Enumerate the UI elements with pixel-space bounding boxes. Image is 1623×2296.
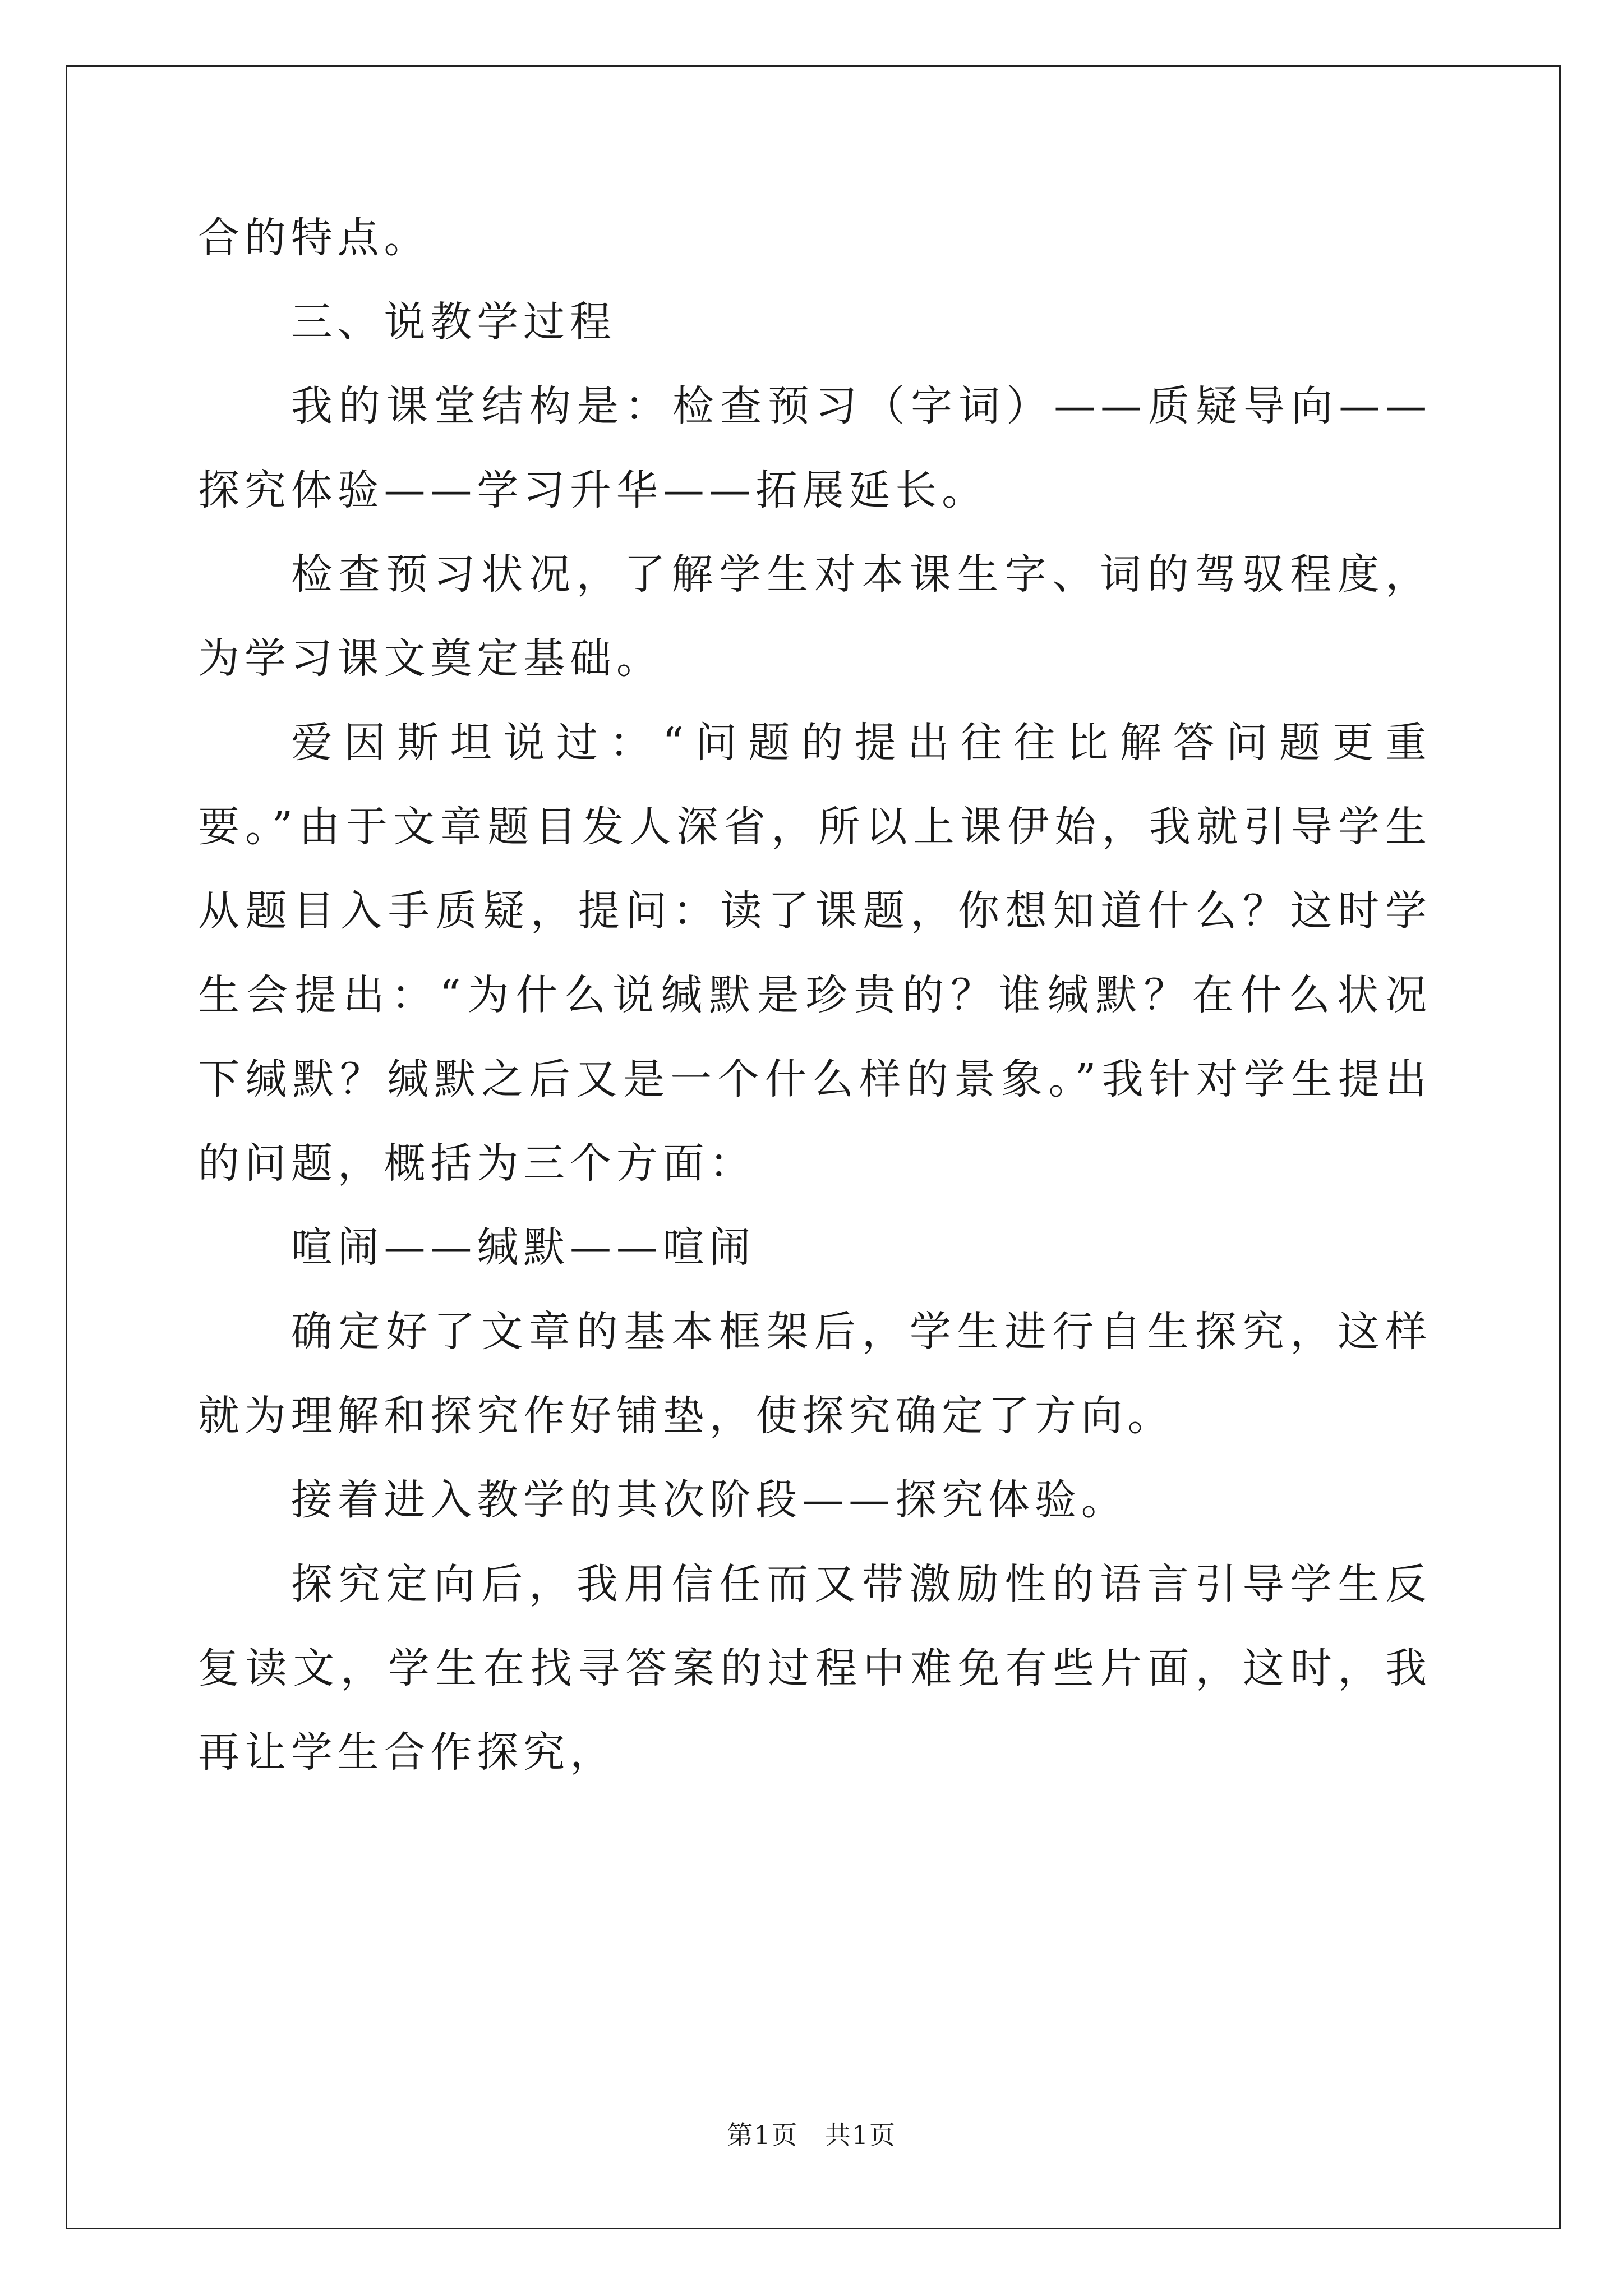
paragraph-7: 确定好了文章的基本框架后，学生进行自生探究，这样就为理解和探究作好铺垫，使探究确定了方向。 — [198, 1308, 1432, 1440]
page-number-footer: 第1页 共1页 — [727, 2120, 896, 2150]
document-body — [198, 196, 1432, 1795]
paragraph-4: 检查预习状况，了解学生对本课生字、词的驾驭程度，为学习课文奠定基础。 — [198, 550, 1432, 683]
paragraph-8: 接着进入教学的其次阶段——探究体验。 — [291, 1476, 1128, 1524]
paragraph-1: 合的特点。 — [198, 214, 431, 262]
paragraph-3: 我的课堂结构是：检查预习（字词）——质疑导向——探究体验——学习升华——拓展延长。 — [198, 382, 1432, 514]
paragraph-9: 探究定向后，我用信任而又带激励性的语言引导学生反复读文，学生在找寻答案的过程中难免有些片面，这时，我再让学生合作探究， — [198, 1560, 1432, 1777]
paragraph-5: 爱因斯坦说过：“问题的提出往往比解答问题更重要。”由于文章题目发人深省，所以上课伊始，我就引导学生从题目入手质疑，提问：读了课题，你想知道什么？这时学生会提出：“为什么说缄默是珍贵的？谁缄默？在什么状况下缄默？缄默之后又是一个什么样的景象。”我针对学生提出的问题，概括为三个方面： — [198, 719, 1432, 1188]
paragraph-6: 喧闹——缄默——喧闹 — [291, 1223, 756, 1272]
section-heading: 三、说教学过程 — [291, 298, 616, 346]
